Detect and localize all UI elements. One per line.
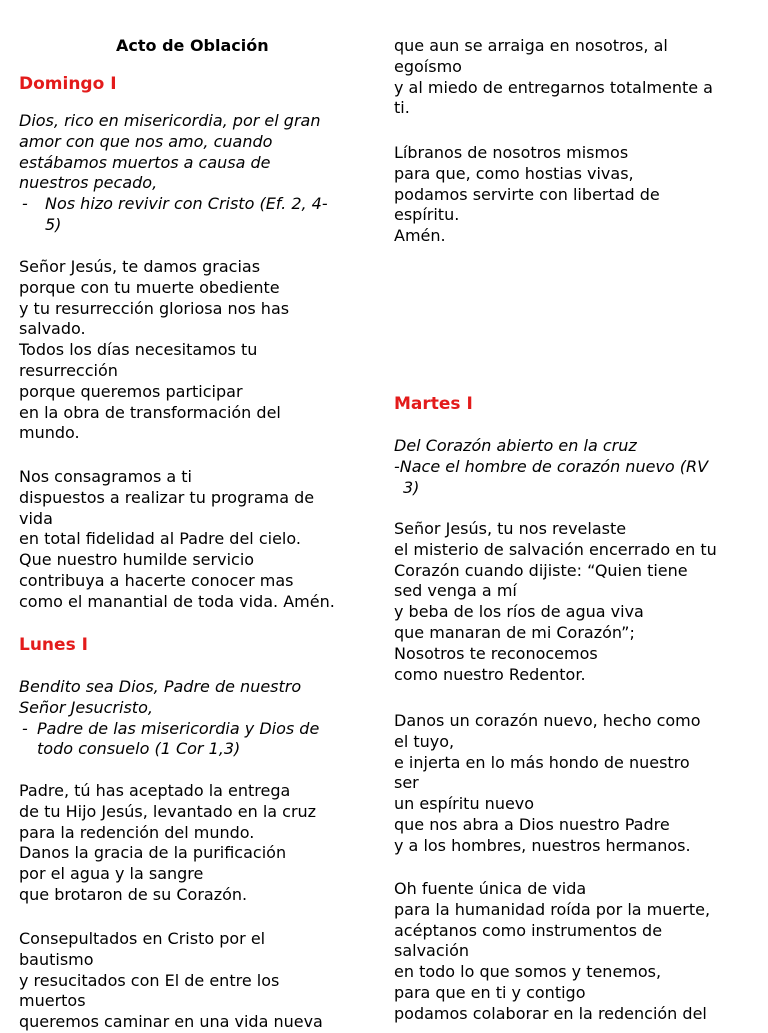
- lunes-paragraph-1: [19, 781, 316, 906]
- text-line: Señor Jesús, te damos gracias: [19, 257, 261, 276]
- text-line: estábamos muertos a causa de: [19, 152, 271, 172]
- text-line: por el agua y la sangre: [19, 864, 204, 884]
- text-line: e injerta en lo más hondo de nuestro: [394, 752, 690, 772]
- text-line: resurrección: [19, 360, 118, 380]
- text-line: contribuya a hacerte conocer mas: [19, 570, 294, 590]
- text-line: -Nace el hombre de corazón nuevo (RV: [394, 456, 709, 476]
- text-line: ti.: [394, 98, 410, 118]
- martes-paragraph-1: [394, 519, 717, 685]
- text-line: Oh fuente única de vida: [394, 879, 587, 898]
- text-line: Señor Jesús, tu nos revelaste: [394, 519, 627, 538]
- text-line: Señor Jesucristo,: [19, 697, 153, 717]
- lunes-intro: [19, 677, 319, 760]
- domingo-paragraph-1: [19, 257, 289, 444]
- text-line: Danos un corazón nuevo, hecho como: [394, 711, 701, 730]
- scripture-bullet: [19, 194, 328, 236]
- text-line: nuestros pecado,: [19, 173, 158, 193]
- text-line: Amén.: [394, 226, 446, 246]
- bullet-dash: -: [22, 718, 28, 738]
- text-line: en total fidelidad al Padre del cielo.: [19, 529, 301, 549]
- libranos-paragraph: [394, 143, 660, 247]
- text-line: queremos caminar en una vida nueva: [19, 1012, 323, 1032]
- text-line: el tuyo,: [394, 731, 455, 751]
- lunes-paragraph-2: [19, 929, 323, 1033]
- scripture-bullet: [19, 719, 319, 761]
- text-line: para la redención del mundo.: [19, 822, 255, 842]
- text-line: todo consuelo (1 Cor 1,3): [37, 739, 241, 759]
- heading-martes: Martes I: [394, 394, 473, 414]
- text-line: para que en ti y contigo: [394, 982, 586, 1002]
- heading-domingo: Domingo I: [19, 74, 117, 94]
- text-line: como el manantial de toda vida. Amén.: [19, 591, 335, 611]
- text-line: sed venga a mí: [394, 581, 517, 601]
- text-line: 5): [45, 214, 62, 234]
- text-line: vida: [19, 508, 53, 528]
- text-line: Corazón cuando dijiste: “Quien tiene: [394, 560, 688, 580]
- text-line: que manaran de mi Corazón”;: [394, 622, 635, 642]
- text-line: dispuestos a realizar tu programa de: [19, 487, 315, 507]
- text-line: y a los hombres, nuestros hermanos.: [394, 835, 691, 855]
- text-line: Nos hizo revivir con Cristo (Ef. 2, 4-: [45, 194, 328, 214]
- martes-intro: [394, 436, 708, 498]
- text-line: y beba de los ríos de agua viva: [394, 602, 644, 622]
- text-line: Padre, tú has aceptado la entrega: [19, 781, 291, 800]
- heading-lunes: Lunes I: [19, 635, 88, 655]
- text-line: Nos consagramos a ti: [19, 467, 192, 486]
- text-line: en la obra de transformación del: [19, 402, 281, 422]
- text-line: de tu Hijo Jesús, levantado en la cruz: [19, 801, 317, 821]
- text-line: muertos: [19, 991, 86, 1011]
- text-line: que aun se arraiga en nosotros, al: [394, 36, 668, 55]
- text-line: espíritu.: [394, 205, 460, 225]
- text-line: porque queremos participar: [19, 381, 243, 401]
- text-line: Dios, rico en misericordia, por el gran: [19, 111, 321, 130]
- text-line: como nuestro Redentor.: [394, 664, 586, 684]
- domingo-intro: [19, 111, 328, 236]
- text-line: salvación: [394, 941, 470, 961]
- text-line: podamos colaborar en la redención del: [394, 1003, 707, 1023]
- text-line: bautismo: [19, 949, 94, 969]
- document-title: Acto de Oblación: [116, 36, 269, 55]
- text-line: Padre de las misericordia y Dios de: [37, 718, 320, 738]
- text-line: amor con que nos amo, cuando: [19, 131, 273, 151]
- text-line: Todos los días necesitamos tu: [19, 340, 258, 360]
- text-line: Consepultados en Cristo por el: [19, 929, 266, 948]
- text-line: Líbranos de nosotros mismos: [394, 143, 629, 162]
- text-line: Que nuestro humilde servicio: [19, 550, 255, 570]
- continued-paragraph: [394, 36, 713, 119]
- text-line: mundo.: [19, 423, 80, 443]
- text-line: un espíritu nuevo: [394, 794, 535, 814]
- text-line: porque con tu muerte obediente: [19, 277, 280, 297]
- text-line: y al miedo de entregarnos totalmente a: [394, 77, 713, 97]
- text-line: para que, como hostias vivas,: [394, 163, 634, 183]
- text-line: 3): [403, 477, 420, 497]
- text-line: podamos servirte con libertad de: [394, 184, 660, 204]
- text-line: salvado.: [19, 319, 86, 339]
- text-line: para la humanidad roída por la muerte,: [394, 899, 711, 919]
- martes-paragraph-2: [394, 711, 701, 857]
- text-line: y tu resurrección gloriosa nos has: [19, 298, 290, 318]
- domingo-paragraph-2: [19, 467, 335, 613]
- martes-paragraph-3: [394, 879, 710, 1025]
- text-line: acéptanos como instrumentos de: [394, 920, 663, 940]
- text-line: Danos la gracia de la purificación: [19, 843, 287, 863]
- text-line: que nos abra a Dios nuestro Padre: [394, 814, 670, 834]
- text-line: que brotaron de su Corazón.: [19, 884, 248, 904]
- text-line: Bendito sea Dios, Padre de nuestro: [19, 677, 302, 696]
- bullet-dash: -: [22, 194, 28, 214]
- text-line: el misterio de salvación encerrado en tu: [394, 539, 717, 559]
- text-line: y resucitados con El de entre los: [19, 970, 280, 990]
- text-line: Nosotros te reconocemos: [394, 643, 598, 663]
- text-line: ser: [394, 773, 419, 793]
- text-line: Del Corazón abierto en la cruz: [394, 436, 637, 455]
- text-line: egoísmo: [394, 56, 462, 76]
- text-line: en todo lo que somos y tenemos,: [394, 962, 662, 982]
